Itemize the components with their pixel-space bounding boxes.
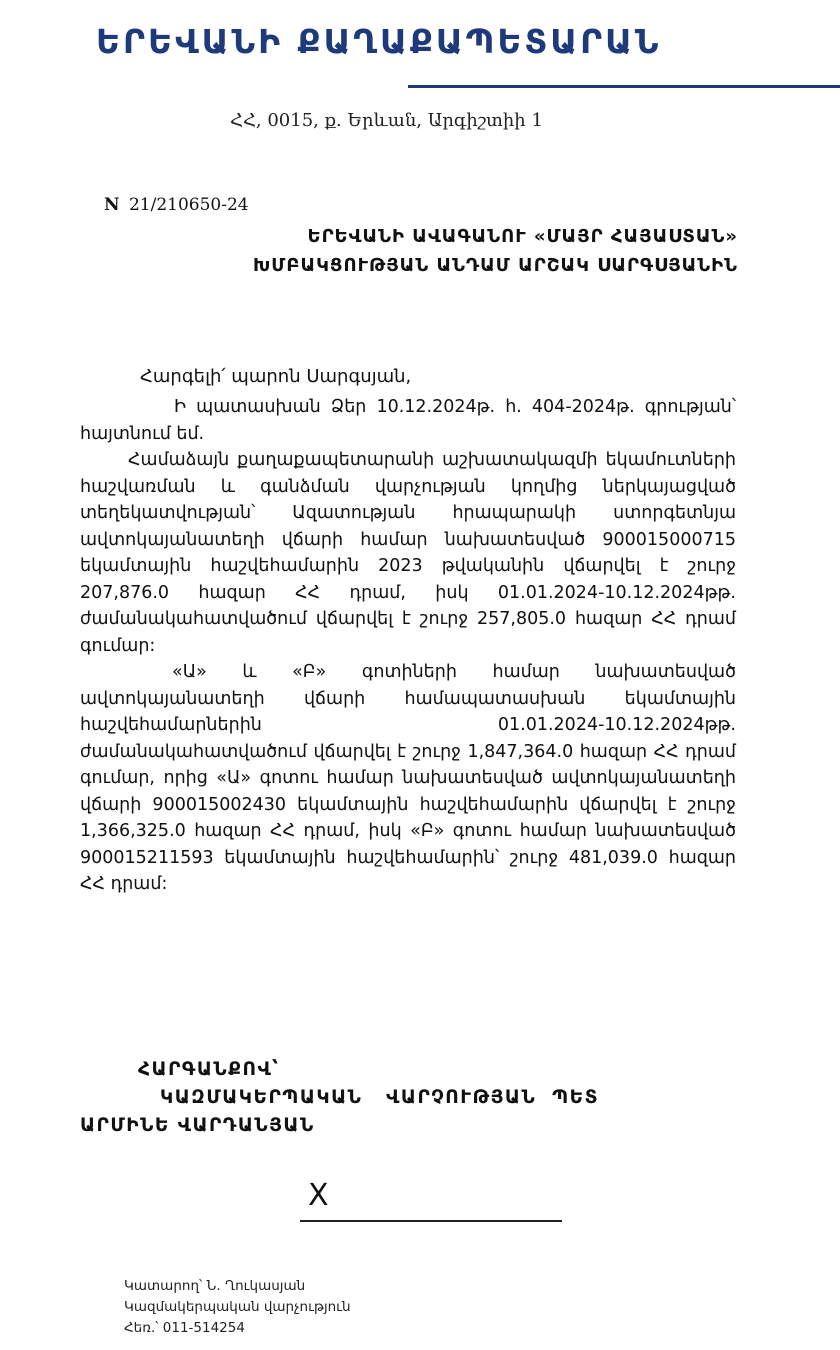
signature-line [300,1220,562,1222]
letterhead-rule [408,85,840,88]
paragraph-payments-2023: Համաձայն քաղաքապետարանի աշխատակազմի եկամուտների հաշվառման և գանձման վարչության կողմից ներկայացված տեղեկատվության՝ Ազատության հրապարակի ստորգետնյա ավտոկայանատեղի վճարի համար նախատեսված 900015000715 եկամտային հաշվեհամարին 2023 թվականին վճարվել է շուրջ 207,876.0 հազար ՀՀ դրամ, իսկ 01.01.2024-10.12.2024թթ. ժամանակահատվածում վճարվել է շուրջ 257,805.0 հազար ՀՀ դրամ գումար: [80,450,736,656]
signature-mark: X [308,1178,329,1213]
reference-number [104,195,249,215]
addressee-line-2: ԽՄԲԱԿՑՈՒԹՅԱՆ ԱՆԴԱՄ ԱՐՇԱԿ ՍԱՐԳՍՅԱՆԻՆ [252,255,738,276]
executor-department: Կազմակերպական վարչություն [124,1299,351,1315]
letterhead-address: ՀՀ, 0015, ք. Երևան, Արգիշտիի 1 [230,110,543,131]
reference-prefix: N [104,195,120,215]
addressee-line-1: ԵՐԵՎԱՆԻ ԱՎԱԳԱՆՈՒ «ՄԱՅՐ ՀԱՅԱՍՏԱՆ» [307,226,738,247]
greeting: Հարգելի՛ պարոն Սարգսյան, [140,366,412,387]
closing-salutation: ՀԱՐԳԱՆՔՈՎ՝ [138,1059,280,1080]
signature-block [80,1056,599,1140]
paragraph-reply: Ի պատասխան Ձեր 10.12.2024թ. հ. 404-2024թ. գրության՝ հայտնում եմ. [80,397,736,444]
reference-value: 21/210650-24 [128,195,249,215]
signatory-name: ԱՐՄԻՆԵ ՎԱՐԴԱՆՅԱՆ [80,1115,315,1136]
signatory-position: ԿԱԶՄԱԿԵՐՊԱԿԱՆ ՎԱՐՉՈՒԹՅԱՆ ՊԵՏ [160,1087,599,1108]
executor-name: Կատարող՝ Ն. Ղուկասյան [124,1278,306,1294]
executor-footer [124,1276,351,1339]
letterhead-title: ԵՐԵՎԱՆԻ ՔԱՂԱՔԱՊԵՏԱՐԱՆ [96,22,662,61]
letter-body [80,394,736,898]
addressee-block [90,222,738,280]
executor-phone: Հեռ.՝ 011-514254 [124,1320,245,1336]
paragraph-zones: «Ա» և «Բ» գոտիների համար նախատեսված ավտոկայանատեղի վճարի համապատասխան եկամտային հաշվեհամարներին 01.01.2024-10.12.2024թթ. ժամանակահատվածում վճարվել է շուրջ 1,847,364.0 հազար ՀՀ դրամ գումար, որից «Ա» գոտու համար նախատեսված ավտոկայանատեղի վճարի 900015002430 եկամտային հաշվեհամարին վճարվել է շուրջ 1,366,325.0 հազար ՀՀ դրամ, իսկ «Բ» գոտու համար նախատեսված 900015211593 եկամտային հաշվեհամարին՝ շուրջ 481,039.0 հազար ՀՀ դրամ: [80,662,736,894]
